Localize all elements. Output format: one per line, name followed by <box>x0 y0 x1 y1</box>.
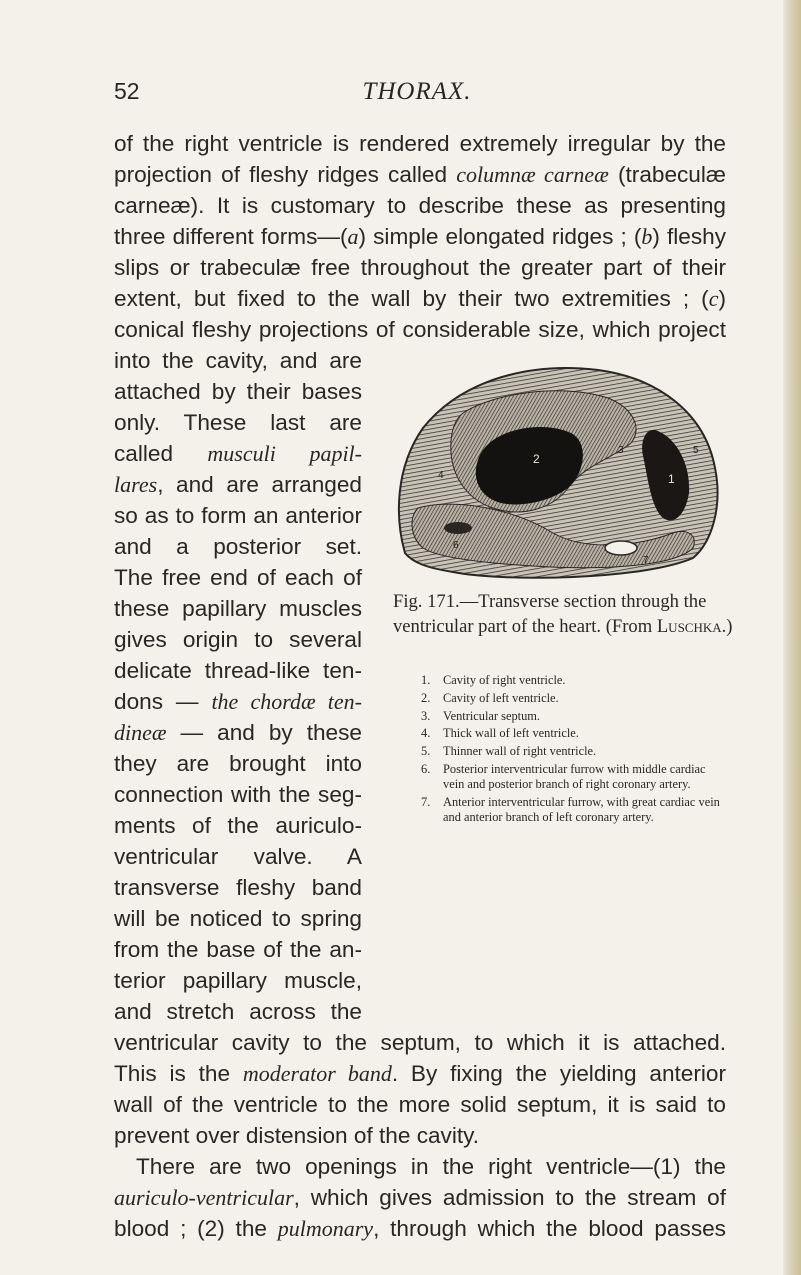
text-line: gives origin to several <box>114 627 362 652</box>
figure-label-2: 2 <box>533 452 540 466</box>
text-line: projection of fleshy ridges called columnæ carneæ (trabeculæ <box>114 162 726 187</box>
text-line: auriculo-ventricular, which gives admission to the stream of <box>114 1185 726 1210</box>
text-line: ventricular valve. A <box>114 844 362 869</box>
figure-label-7: 7 <box>643 555 649 566</box>
text-line: prevent over distension of the cavity. <box>114 1123 480 1148</box>
text-line: dons — the chordæ ten- <box>114 689 362 714</box>
page-number: 52 <box>114 78 140 104</box>
term-musculi-papillares: musculi papil- <box>207 441 362 466</box>
text-line: slips or trabeculæ free throughout the greater part of their <box>114 255 726 280</box>
text-line: There are two openings in the right ventricle—(1) the <box>136 1154 726 1179</box>
term-columnae-carneae: columnæ carneæ <box>456 162 609 187</box>
text-line: and stretch across the <box>114 999 362 1024</box>
text-line: lares, and are arranged <box>114 472 362 497</box>
text-line: and a posterior set. <box>114 534 362 559</box>
text-line: attached by their bases <box>114 379 362 404</box>
page-header <box>114 78 720 112</box>
figure-source: Luschka <box>656 615 722 637</box>
figure-label-1: 1 <box>668 472 675 486</box>
text-line: these papillary muscles <box>114 596 362 621</box>
legend-item: 5. Thinner wall of right ventricle. <box>421 744 597 759</box>
term-pulmonary: pulmonary <box>277 1216 374 1241</box>
figure-label-6: 6 <box>453 540 459 551</box>
text-line: transverse fleshy band <box>114 875 362 900</box>
legend-item: 7. Anterior interventricular furrow, with great cardiac vein and anterior branch of left coronary artery. <box>421 794 720 825</box>
term-auriculo-ventricular: auriculo-ventricular <box>114 1185 294 1210</box>
legend-item: 2. Cavity of left ventricle. <box>421 690 559 705</box>
figure-caption: Fig. 171.—Transverse section through the ventricular part of the heart. (From Luschka.) <box>393 591 733 637</box>
text-line: This is the moderator band. By fixing the yielding anterior <box>114 1061 726 1086</box>
running-title: THORAX. <box>362 78 472 105</box>
text-line: The free end of each of <box>114 565 362 590</box>
text-line: carneæ). It is customary to describe these as presenting <box>114 193 726 218</box>
legend-item: 4. Thick wall of left ventricle. <box>421 726 579 741</box>
heart-section-figure <box>393 358 723 580</box>
text-line: conical fleshy projections of considerable size, which project <box>114 317 726 342</box>
legend-item: 3. Ventricular septum. <box>421 708 541 723</box>
text-line: called musculi papil- <box>114 441 362 466</box>
text-line: ments of the auriculo- <box>114 813 362 838</box>
text-line: blood ; (2) the pulmonary, through which the blood passes <box>114 1216 726 1241</box>
text-line: from the base of the an- <box>114 937 362 962</box>
legend-item: 1. Cavity of right ventricle. <box>421 673 566 687</box>
text-line: they are brought into <box>114 751 362 776</box>
figure-number: Fig. 171. <box>393 591 460 612</box>
text-line: dineæ — and by these <box>114 720 362 745</box>
legend-item: 6. Posterior interventricular furrow with middle cardiac vein and posterior branch of right coronary artery. <box>421 761 706 792</box>
page-edge <box>783 0 801 1275</box>
text-line: extent, but fixed to the wall by their two extremities ; (c) <box>114 286 726 311</box>
term-chordae-tendineae: the chordæ ten- <box>211 689 362 714</box>
term-moderator-band: moderator band <box>242 1061 392 1086</box>
text-line: only. These last are <box>114 410 362 435</box>
posterior-furrow-vessel <box>444 522 472 534</box>
figure-label-5: 5 <box>693 445 699 456</box>
text-line: ventricular cavity to the septum, to which it is attached. <box>114 1030 726 1055</box>
text-line: connection with the seg- <box>114 782 362 807</box>
anterior-furrow-vessel <box>605 541 637 555</box>
figure-label-4: 4 <box>438 470 444 481</box>
text-line: delicate thread-like ten- <box>114 658 362 683</box>
text-line: into the cavity, and are <box>114 348 362 373</box>
text-line: terior papillary muscle, <box>114 968 362 993</box>
text-line: will be noticed to spring <box>114 906 362 931</box>
figure-label-3: 3 <box>618 445 624 456</box>
text-line: of the right ventricle is rendered extremely irregular by the <box>114 131 726 156</box>
figure-legend <box>421 673 721 828</box>
text-line: three different forms—(a) simple elongated ridges ; (b) fleshy <box>114 224 727 249</box>
text-line: so as to form an anterior <box>114 503 362 528</box>
text-line: wall of the ventricle to the more solid septum, it is said to <box>114 1092 726 1117</box>
